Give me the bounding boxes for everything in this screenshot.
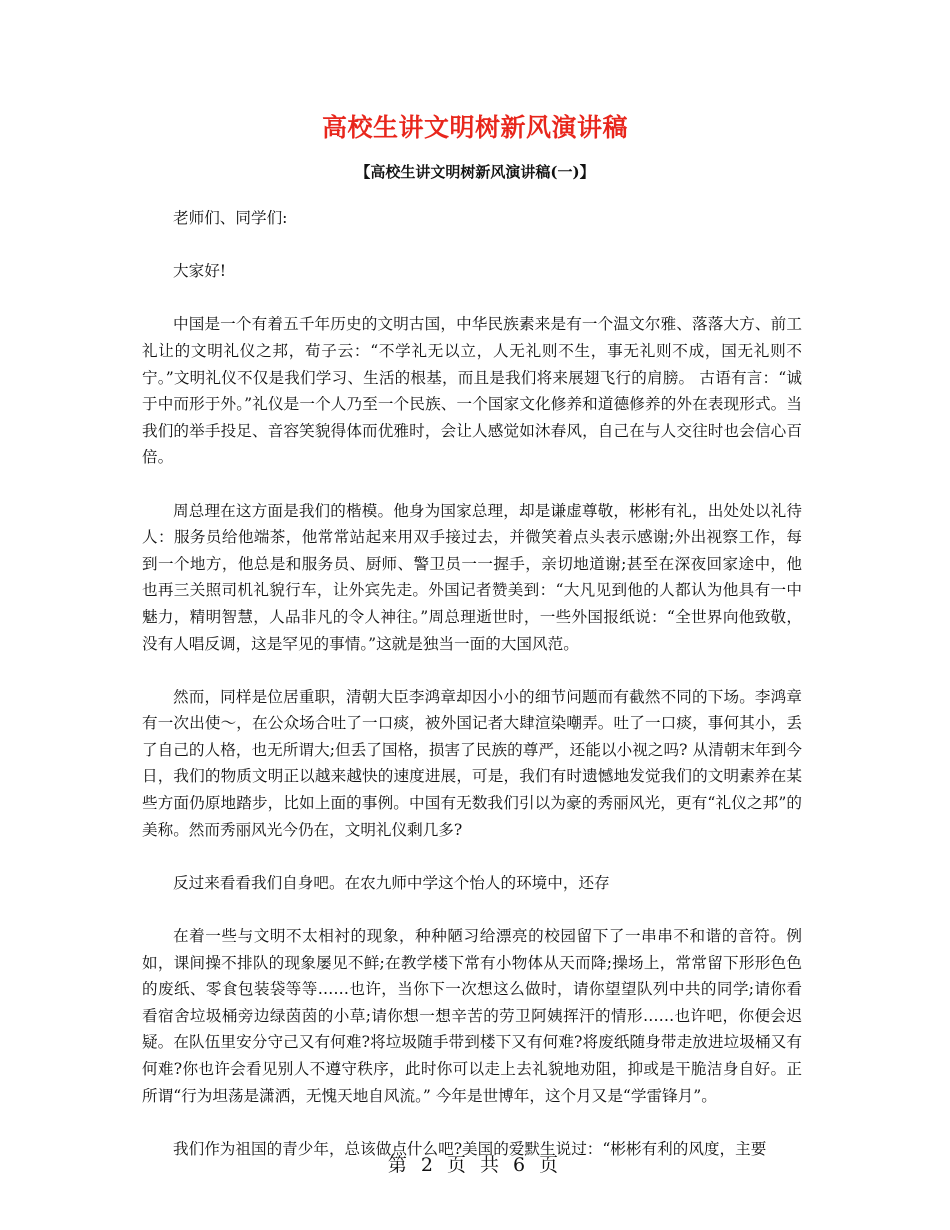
document-body: [142, 205, 802, 1189]
paragraph-3: 然而，同样是位居重职，清朝大臣李鸿章却因小小的细节问题而有截然不同的下场。李鸿章有一次出使～，在公众场合吐了一口痰，被外国记者大肆渲染嘲弄。吐了一口痰，事何其小，丢了自己的人格，也无所谓大;但丢了国格，损害了民族的尊严，还能以小视之吗? 从清朝末年到今日，我们的物质文明正以越来越快的速度进展，可是，我们有时遗憾地发觉我们的文明素养在某些方面仍原地踏步，比如上面的事例。中国有无数我们引以为豪的秀丽风光，更有“礼仪之邦”的美称。然而秀丽风光今仍在，文明礼仪剩几多?: [142, 687, 802, 839]
section-subtitle: 【高校生讲文明树新风演讲稿(一)】: [355, 163, 595, 181]
paragraph-greeting: 大家好!: [173, 262, 227, 281]
paragraph-1: 中国是一个有着五千年历史的文明古国，中华民族素来是有一个温文尔雅、落落大方、前工礼让的文明礼仪之邦，荀子云：“不学礼无以立，人无礼则不生，事无礼则不成，国无礼则不宁。”文明礼仪不仅是我们学习、生活的根基，而且是我们将来展翅飞行的肩膀。 古语有言：“诚于中而形于外。”礼仪是一个人乃至一个民族、一个国家文化修养和道德修养的外在表现形式。当我们的举手投足、音容笑貌得体而优雅时，会让人感觉如沐春风，自己在与人交往时也会信心百倍。: [142, 315, 802, 467]
page-number-footer: 第 2 页 共 6 页: [387, 1154, 563, 1176]
paragraph-6: 我们作为祖国的青少年，总该做点什么吧?美国的爱默生说过：“彬彬有利的风度，主要: [173, 1139, 767, 1158]
paragraph-5: 在着一些与文明不太相衬的现象，种种陋习给漂亮的校园留下了一串串不和谐的音符。例如，课间操不排队的现象屡见不鲜;在教学楼下常有小物体从天而降;操场上，常常留下形形色色的废纸、零食包装袋等等……也许，当你下一次想这么做时，请你望望队列中共的同学;请你看看宿舍垃圾桶旁边绿茵茵的小草;请你想一想辛苦的劳卫阿姨挥汗的情形……也许吧，你便会迟疑。在队伍里安分守己又有何难?将垃圾随手带到楼下又有何难?将废纸随身带走放进垃圾桶又有何难?你也许会看见别人不遵守秩序，此时你可以走上去礼貌地劝阻，抑或是干脆洁身自好。正所谓“行为坦荡是潇洒，无愧天地自风流。” 今年是世博年，这个月又是“学雷锋月”。: [142, 927, 802, 1105]
paragraph-2: 周总理在这方面是我们的楷模。他身为国家总理，却是谦虚尊敬，彬彬有礼，出处处以礼待人：服务员给他端茶，他常常站起来用双手接过去，并微笑着点头表示感谢;外出视察工作，每到一个地方，他总是和服务员、厨师、警卫员一一握手，亲切地道谢;甚至在深夜回家途中，他也再三关照司机礼貌行车，让外宾先走。外国记者赞美到：“大凡见到他的人都认为他具有一中魅力，精明智慧，人品非凡的令人神往。”周总理逝世时，一些外国报纸说：“全世界向他致敬，没有人唱反调，这是罕见的事情。”这就是独当一面的大国风范。: [142, 501, 802, 653]
paragraph-4: 反过来看看我们自身吧。在农九师中学这个怡人的环境中，还存: [173, 873, 610, 892]
paragraph-salutation: 老师们、同学们:: [173, 209, 288, 227]
page-title: 高校生讲文明树新风演讲稿: [321, 113, 628, 142]
